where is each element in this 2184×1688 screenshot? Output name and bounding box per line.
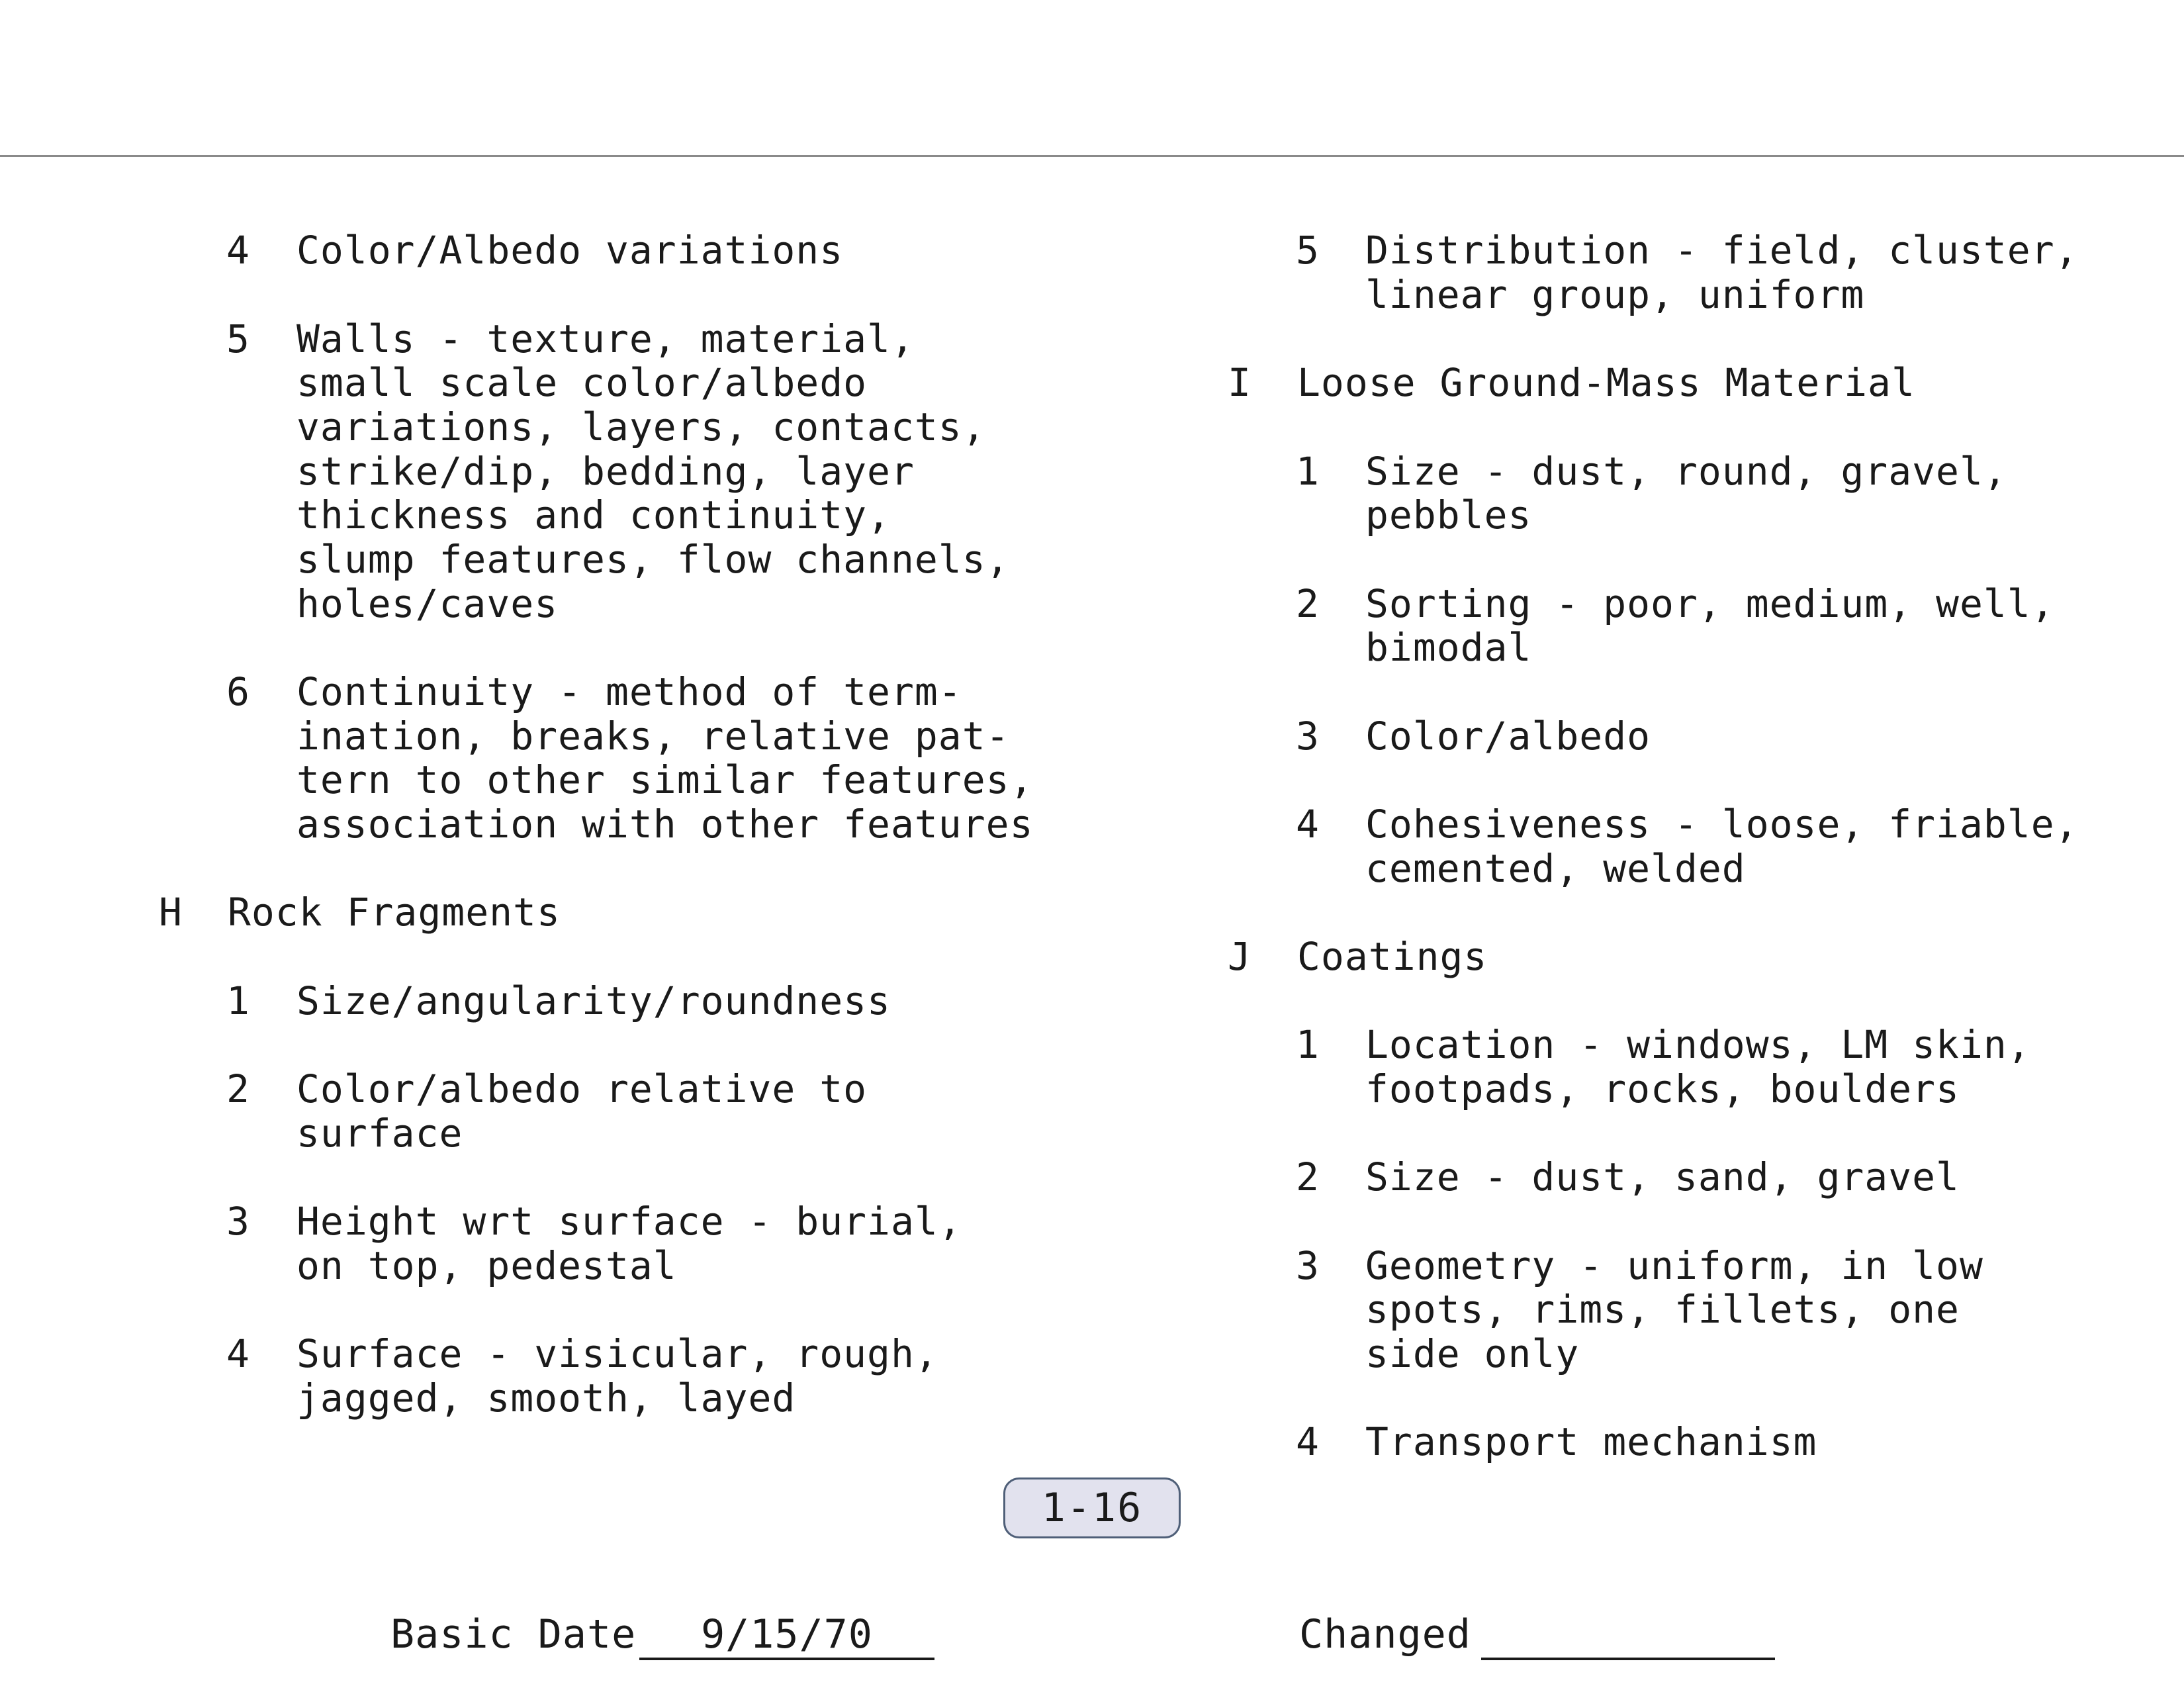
item-text-line: linear group, uniform <box>1365 272 1865 317</box>
section-title: Rock Fragments <box>228 890 561 935</box>
item-text-line: tern to other similar features, <box>296 757 1034 802</box>
item-number: 5 <box>226 316 250 361</box>
item-text-line: Height wrt surface - burial, <box>296 1199 962 1244</box>
item-text-line: association with other features <box>296 802 1034 847</box>
item-text-line: Cohesiveness - loose, friable, <box>1365 802 2079 847</box>
item-number: 3 <box>226 1199 250 1244</box>
item-number: 4 <box>226 228 250 273</box>
item-text-line: spots, rims, fillets, one <box>1365 1287 1960 1332</box>
item-text-line: Color/albedo relative to <box>296 1066 868 1111</box>
item-text-line: variations, layers, contacts, <box>296 404 986 449</box>
item-number: 1 <box>1296 1022 1320 1067</box>
section-title: Loose Ground-Mass Material <box>1297 360 1915 405</box>
item-text-line: Continuity - method of term- <box>296 669 962 714</box>
item-text-line: ination, breaks, relative pat- <box>296 714 1010 759</box>
item-text-line: thickness and continuity, <box>296 492 891 538</box>
item-text-line: Surface - visicular, rough, <box>296 1331 938 1376</box>
item-text-line: Color/albedo <box>1365 714 1651 759</box>
changed-label: Changed <box>1299 1611 1471 1658</box>
item-text-line: on top, pedestal <box>296 1243 677 1288</box>
item-text-line: Color/Albedo variations <box>296 228 844 273</box>
basic-date-value: 9/15/70 <box>639 1611 934 1660</box>
item-number: 4 <box>1296 802 1320 847</box>
changed-value <box>1481 1611 1775 1660</box>
item-number: 4 <box>1296 1419 1320 1464</box>
item-text-line: bimodal <box>1365 625 1532 670</box>
page-number-badge: 1-16 <box>1003 1477 1181 1538</box>
basic-date-label: Basic Date <box>390 1611 637 1658</box>
item-text-line: Location - windows, LM skin, <box>1365 1022 2031 1067</box>
item-number: 5 <box>1296 228 1320 273</box>
section-letter: J <box>1228 934 1251 979</box>
item-text-line: slump features, flow channels, <box>296 537 1010 582</box>
item-text-line: Sorting - poor, medium, well, <box>1365 581 2055 626</box>
header-divider <box>0 155 2184 157</box>
item-number: 2 <box>1296 581 1320 626</box>
item-text-line: Transport mechanism <box>1365 1419 1817 1464</box>
item-text-line: surface <box>296 1111 463 1156</box>
item-text-line: strike/dip, bedding, layer <box>296 449 915 494</box>
item-number: 2 <box>1296 1154 1320 1199</box>
item-text-line: cemented, welded <box>1365 846 1746 891</box>
item-number: 3 <box>1296 1243 1320 1288</box>
item-text-line: holes/caves <box>296 581 559 626</box>
section-letter: I <box>1228 360 1251 405</box>
item-text-line: side only <box>1365 1331 1580 1376</box>
item-number: 1 <box>226 978 250 1023</box>
item-text-line: small scale color/albedo <box>296 360 868 405</box>
item-text-line: footpads, rocks, boulders <box>1365 1066 1960 1111</box>
section-title: Coatings <box>1297 934 1488 979</box>
item-text-line: pebbles <box>1365 492 1532 538</box>
item-number: 3 <box>1296 714 1320 759</box>
item-text-line: Size/angularity/roundness <box>296 978 891 1023</box>
item-text-line: Size - dust, sand, gravel <box>1365 1154 1960 1199</box>
item-text-line: Geometry - uniform, in low <box>1365 1243 1983 1288</box>
item-text-line: Walls - texture, material, <box>296 316 915 361</box>
item-text-line: jagged, smooth, layed <box>296 1376 796 1421</box>
item-number: 4 <box>226 1331 250 1376</box>
item-text-line: Size - dust, round, gravel, <box>1365 449 2007 494</box>
item-number: 2 <box>226 1066 250 1111</box>
item-number: 1 <box>1296 449 1320 494</box>
item-number: 6 <box>226 669 250 714</box>
section-letter: H <box>159 890 183 935</box>
item-text-line: Distribution - field, cluster, <box>1365 228 2079 273</box>
